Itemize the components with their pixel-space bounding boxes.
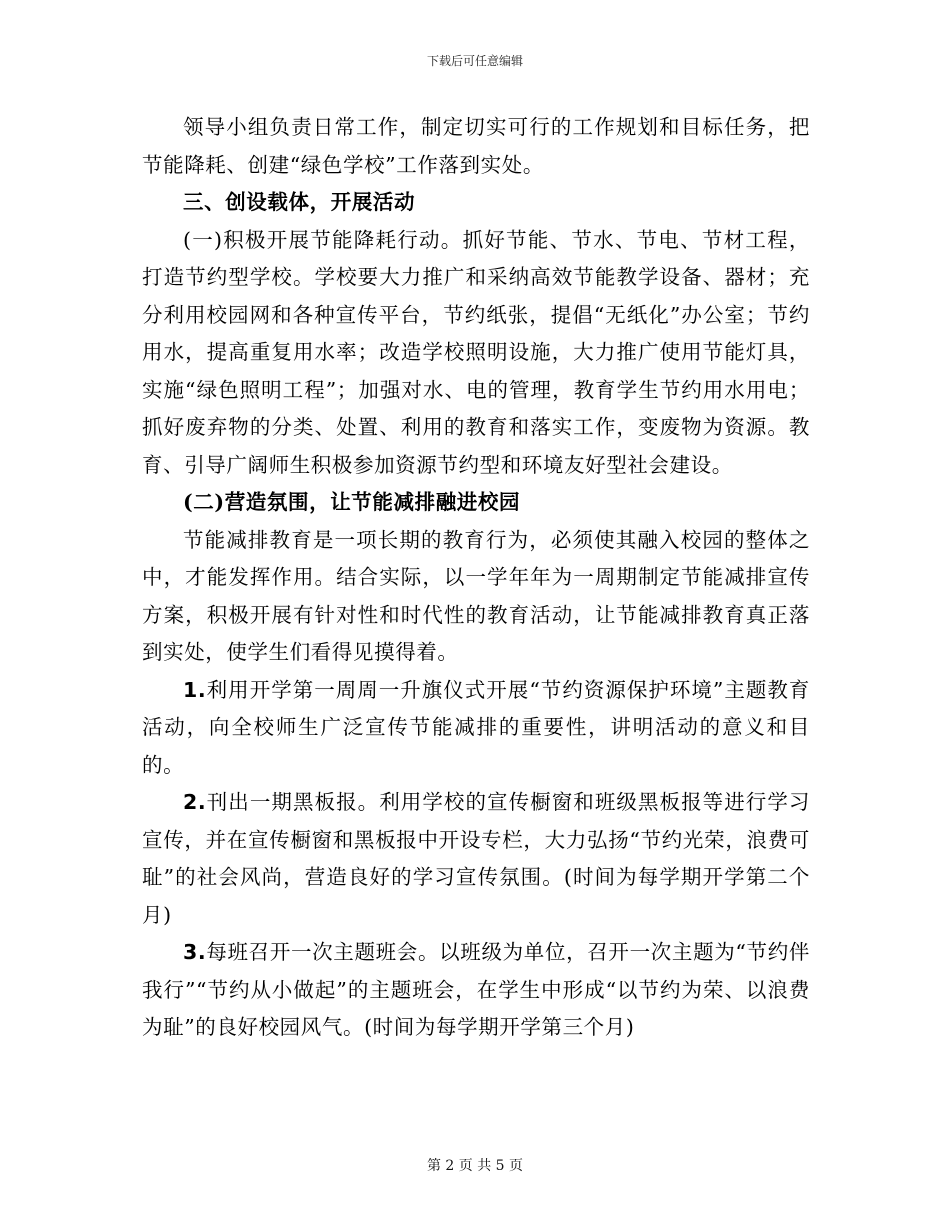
paragraph-leadership: 领导小组负责日常工作，制定切实可行的工作规划和目标任务，把节能降耗、创建“绿色学校”工作落到实处。: [142, 115, 810, 177]
list-item-1: [142, 672, 810, 785]
subsection-heading-2: (二)营造氛围，让节能减排融进校园: [183, 490, 521, 514]
paragraph-energy-saving-actions: (一)积极开展节能降耗行动。抓好节能、节水、节电、节材工程，打造节约型学校。学校要大力推广和采纳高效节能教学设备、器材；充分利用校园网和各种宣传平台，节约纸张，提倡“无纸化”办公室；节约用水，提高重复用水率；改造学校照明设施，大力推广使用节能灯具，实施“绿色照明工程”；加强对水、电的管理，教育学生节约用水用电；抓好废弃物的分类、处置、利用的教育和落实工作，变废物为资源。教育、引导广阔师生积极参加资源节约型和环境友好型社会建设。: [142, 227, 810, 477]
section-heading-3: 三、创设载体，开展活动: [183, 190, 416, 214]
list-number-1: 1.: [183, 677, 207, 702]
list-number-2: 2.: [183, 790, 207, 814]
paragraph-education-intro: 节能减排教育是一项长期的教育行为，必须使其融入校园的整体之中，才能发挥作用。结合实际，以一学年年为一周期制定节能减排宣传方案，积极开展有针对性和时代性的教育活动，让节能减排教育真正落到实处，使学生们看得见摸得着。: [142, 527, 810, 664]
page-header: 下载后可任意编辑: [426, 54, 523, 68]
list-number-3: 3.: [183, 940, 207, 964]
list-text-2: 刊出一期黑板报。利用学校的宣传橱窗和班级黑板报等进行学习宣传，并在宣传橱窗和黑板报中开设专栏，大力弘扬“节约光荣，浪费可耻”的社会风尚，营造良好的学习宣传氛围。(时间为每学期开学第二个月): [142, 790, 810, 927]
list-item-2: [142, 784, 810, 934]
document-body: [142, 109, 810, 1047]
page-footer: 第 2 页 共 5 页: [426, 1158, 524, 1174]
list-text-1: 利用开学第一周周一升旗仪式开展“节约资源保护环境”主题教育活动，向全校师生广泛宣传节能减排的重要性，讲明活动的意义和目的。: [142, 677, 810, 777]
list-item-3: [142, 934, 810, 1047]
list-text-3: 每班召开一次主题班会。以班级为单位，召开一次主题为“节约伴我行”“节约从小做起”的主题班会，在学生中形成“以节约为荣、以浪费为耻”的良好校园风气。(时间为每学期开学第三个月): [142, 940, 810, 1039]
